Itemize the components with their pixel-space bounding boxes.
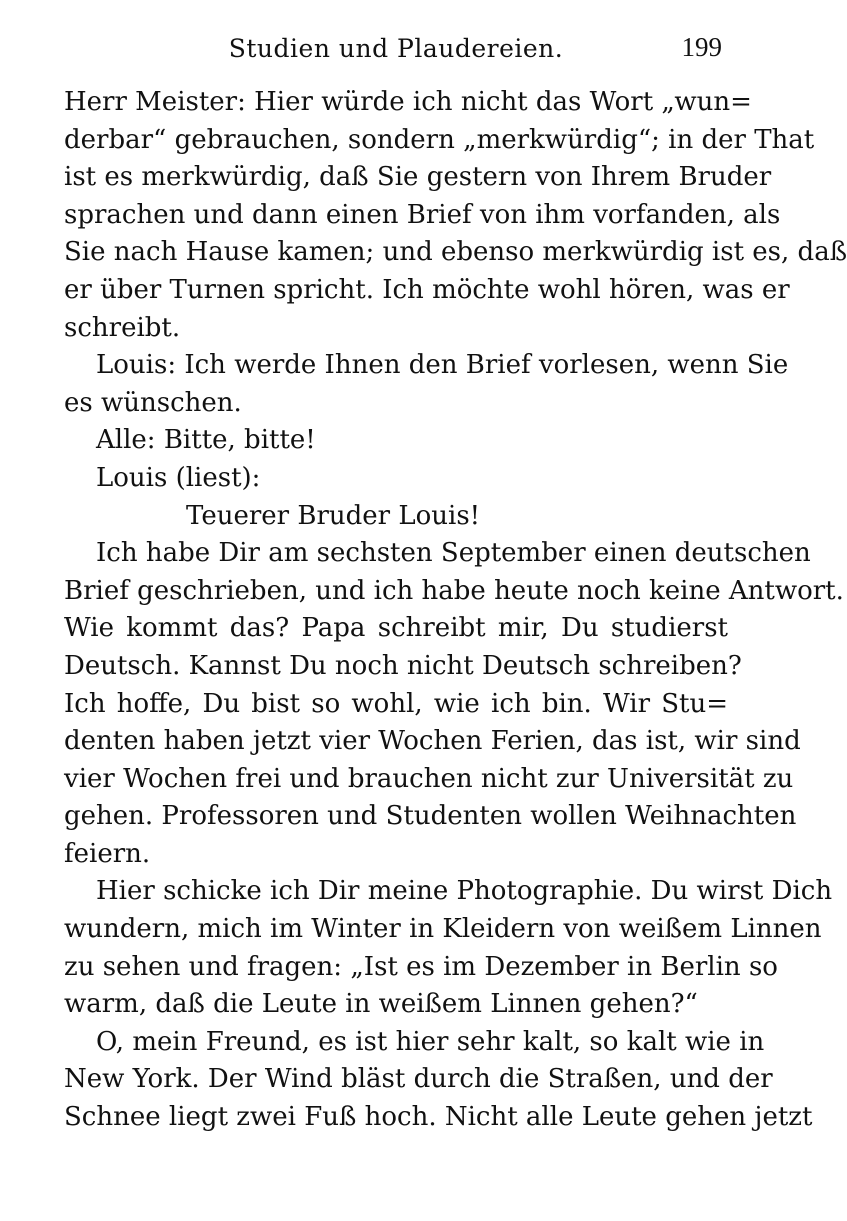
text-line: derbar“ gebrauchen, sondern „merkwürdig“; in der That	[64, 124, 815, 155]
text-line: wundern, mich im Winter in Kleidern von weißem Linnen	[64, 914, 822, 945]
page-number: 199	[681, 32, 722, 62]
text-line: gehen. Professoren und Studenten wollen Weihnachten	[64, 801, 797, 832]
text-line: feiern.	[64, 838, 151, 869]
text-line: Brief geschrieben, und ich habe heute noch keine Antwort.	[64, 575, 844, 606]
text-line: Sie nach Hause kamen; und ebenso merkwürdig ist es, daß	[64, 237, 847, 268]
running-title: Studien und Plaudereien.	[228, 34, 564, 63]
text-line: Ich habe Dir am sechsten September einen deutschen	[96, 538, 811, 569]
text-line: denten haben jetzt vier Wochen Ferien, das ist, wir sind	[64, 726, 801, 757]
text-line: schreibt.	[64, 312, 181, 343]
text-line: er über Turnen spricht. Ich möchte wohl hören, was er	[64, 274, 790, 305]
text-line: Alle: Bitte, bitte!	[96, 425, 316, 456]
text-line: Ich hoffe, Du bist so wohl, wie ich bin. Wir Stu=	[64, 688, 728, 719]
text-line: Deutsch. Kannst Du noch nicht Deutsch schreiben?	[64, 650, 742, 681]
running-head	[64, 34, 728, 74]
text-line: Schnee liegt zwei Fuß hoch. Nicht alle Leute gehen jetzt	[64, 1102, 813, 1133]
text-line: New York. Der Wind bläst durch die Straßen, und der	[64, 1064, 773, 1095]
body-text	[64, 84, 847, 1137]
text-line: Herr Meister: Hier würde ich nicht das Wort „wun=	[64, 87, 752, 117]
text-line: Hier schicke ich Dir meine Photographie. Du wirst Dich	[96, 876, 833, 907]
text-line: warm, daß die Leute in weißem Linnen gehen?“	[64, 989, 698, 1020]
text-line: Louis: Ich werde Ihnen den Brief vorlesen, wenn Sie	[96, 350, 789, 381]
text-line: ist es merkwürdig, daß Sie gestern von Ihrem Bruder	[64, 162, 772, 193]
letter-salutation: Teuerer Bruder Louis!	[186, 500, 481, 531]
text-line: sprachen und dann einen Brief von ihm vorfanden, als	[64, 199, 781, 230]
text-line: zu sehen und fragen: „Ist es im Dezember in Berlin so	[64, 951, 778, 982]
text-line: Louis (liest):	[96, 462, 261, 493]
text-line: es wünschen.	[64, 387, 242, 418]
text-line: Wie kommt das? Papa schreibt mir, Du studierst	[64, 613, 728, 644]
text-line: O, mein Freund, es ist hier sehr kalt, so kalt wie in	[96, 1026, 765, 1057]
text-line: vier Wochen frei und brauchen nicht zur Universität zu	[64, 763, 794, 794]
